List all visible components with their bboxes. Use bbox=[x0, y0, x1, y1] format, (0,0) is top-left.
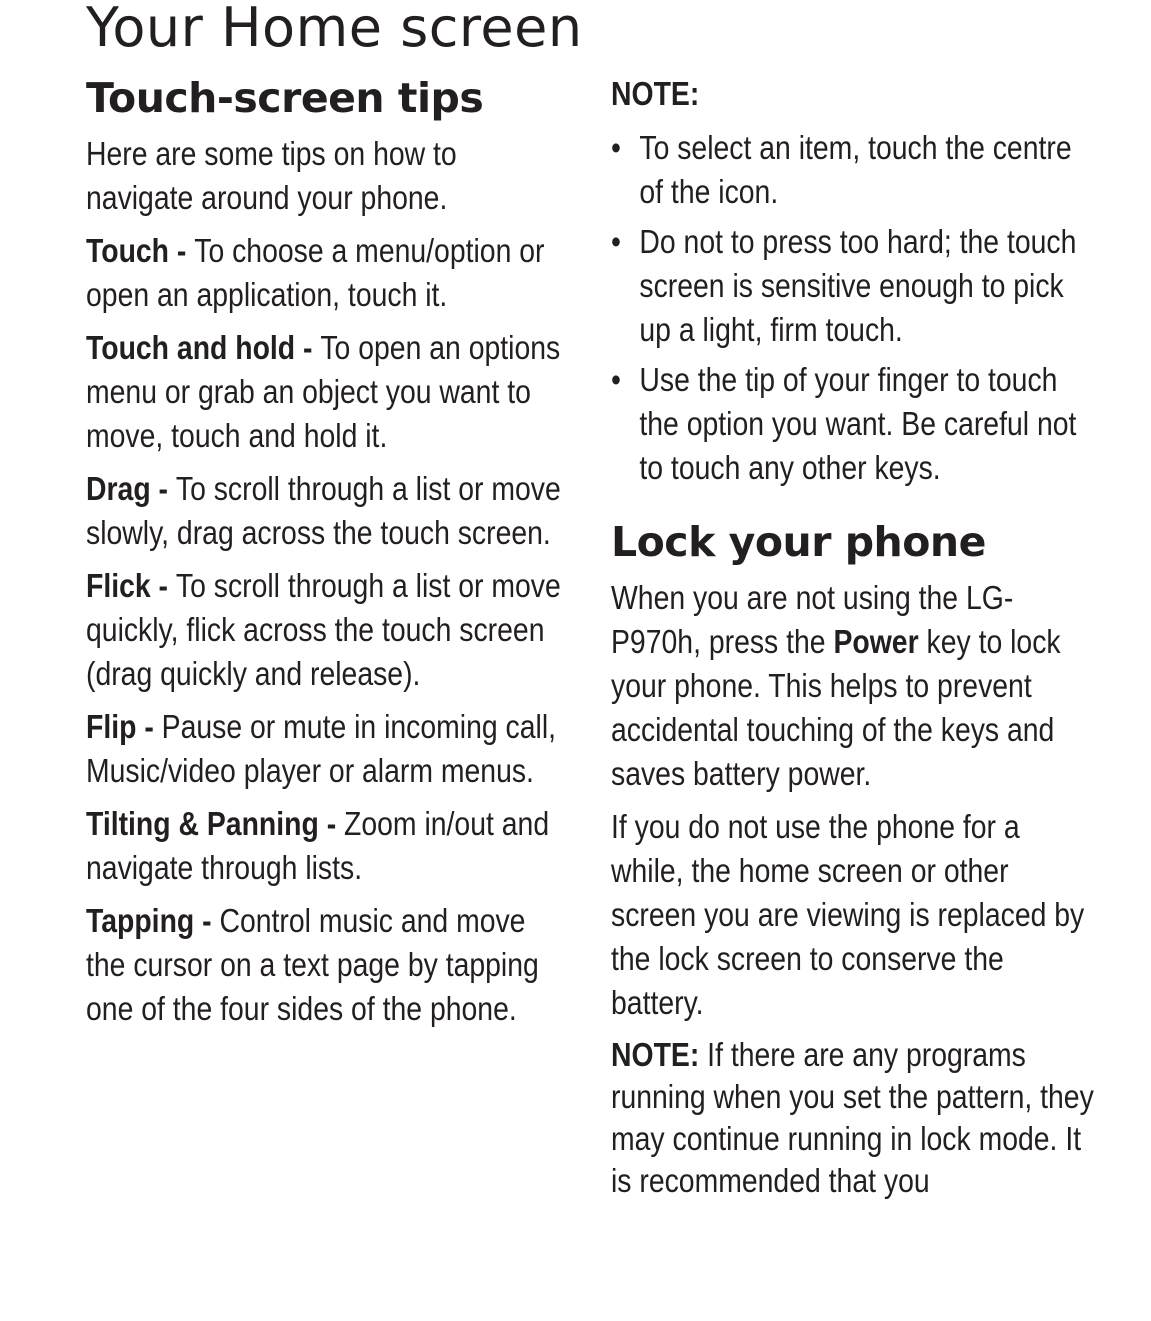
tip-term: Flick - bbox=[86, 567, 176, 604]
lock-paragraph-2: If you do not use the phone for a while, the home screen or other screen you are viewing is replaced by the lock screen to conserve the battery. bbox=[611, 808, 1085, 1021]
tip-term: Touch and hold - bbox=[86, 329, 321, 366]
list-item bbox=[611, 220, 1093, 352]
list-item bbox=[611, 126, 1093, 214]
power-key-label: Power bbox=[833, 623, 919, 660]
bullet-icon: • bbox=[611, 361, 621, 398]
lock-para1-after: key to lock your phone. This helps to prevent accidental touching of the keys and saves battery power. bbox=[611, 623, 1061, 792]
tip-term: Tilting & Panning - bbox=[86, 805, 345, 842]
touch-tips-body bbox=[86, 132, 568, 1040]
lock-body bbox=[611, 576, 1094, 1211]
tip-flick bbox=[86, 564, 568, 696]
note-item-text: Do not to press too hard; the touch screen is sensitive enough to pick up a light, firm touch. bbox=[639, 223, 1077, 348]
note-item-text: Use the tip of your finger to touch the option you want. Be careful not to touch any other keys. bbox=[639, 361, 1077, 486]
tip-desc: Pause or mute in incoming call, Music/video player or alarm menus. bbox=[86, 708, 557, 789]
tip-desc: Control music and move the cursor on a text page by tapping one of the four sides of the phone. bbox=[86, 902, 539, 1027]
tip-touch bbox=[86, 229, 568, 317]
tip-desc: To scroll through a list or move quickly, flick across the touch screen (drag quickly and release). bbox=[86, 567, 561, 692]
note-label: NOTE: bbox=[611, 75, 700, 112]
note-list bbox=[611, 126, 1093, 490]
note-item-text: To select an item, touch the centre of the icon. bbox=[639, 129, 1072, 210]
tip-term: Tapping - bbox=[86, 902, 220, 939]
lock-note-text: If there are any programs running when you set the pattern, they may continue running in lock mode. It is recommended that you bbox=[611, 1036, 1094, 1199]
tip-term: Touch - bbox=[86, 232, 195, 269]
tip-desc: To scroll through a list or move slowly, drag across the touch screen. bbox=[86, 470, 561, 551]
bullet-icon: • bbox=[611, 223, 621, 260]
tip-tapping bbox=[86, 899, 568, 1031]
tip-desc: To choose a menu/option or open an application, touch it. bbox=[86, 232, 545, 313]
tip-term: Flip - bbox=[86, 708, 162, 745]
bullet-icon: • bbox=[611, 129, 621, 166]
tip-desc: To open an options menu or grab an object you want to move, touch and hold it. bbox=[86, 329, 561, 454]
tip-term: Drag - bbox=[86, 470, 176, 507]
note-body bbox=[611, 126, 1093, 496]
lock-note bbox=[611, 1034, 1094, 1202]
lock-heading: Lock your phone bbox=[611, 518, 986, 566]
lock-paragraph-1 bbox=[611, 576, 1094, 796]
tip-desc: Zoom in/out and navigate through lists. bbox=[86, 805, 550, 886]
lock-para1-before: When you are not using the LG-P970h, press the bbox=[611, 579, 1014, 660]
tip-tilting-panning bbox=[86, 802, 568, 890]
tip-touch-and-hold bbox=[86, 326, 568, 458]
list-item bbox=[611, 358, 1093, 490]
tip-flip bbox=[86, 705, 568, 793]
touch-tips-heading: Touch-screen tips bbox=[86, 74, 484, 122]
tip-drag bbox=[86, 467, 568, 555]
page-title: Your Home screen bbox=[86, 0, 583, 59]
lock-note-label: NOTE: bbox=[611, 1036, 700, 1073]
touch-tips-intro: Here are some tips on how to navigate around your phone. bbox=[86, 135, 457, 216]
